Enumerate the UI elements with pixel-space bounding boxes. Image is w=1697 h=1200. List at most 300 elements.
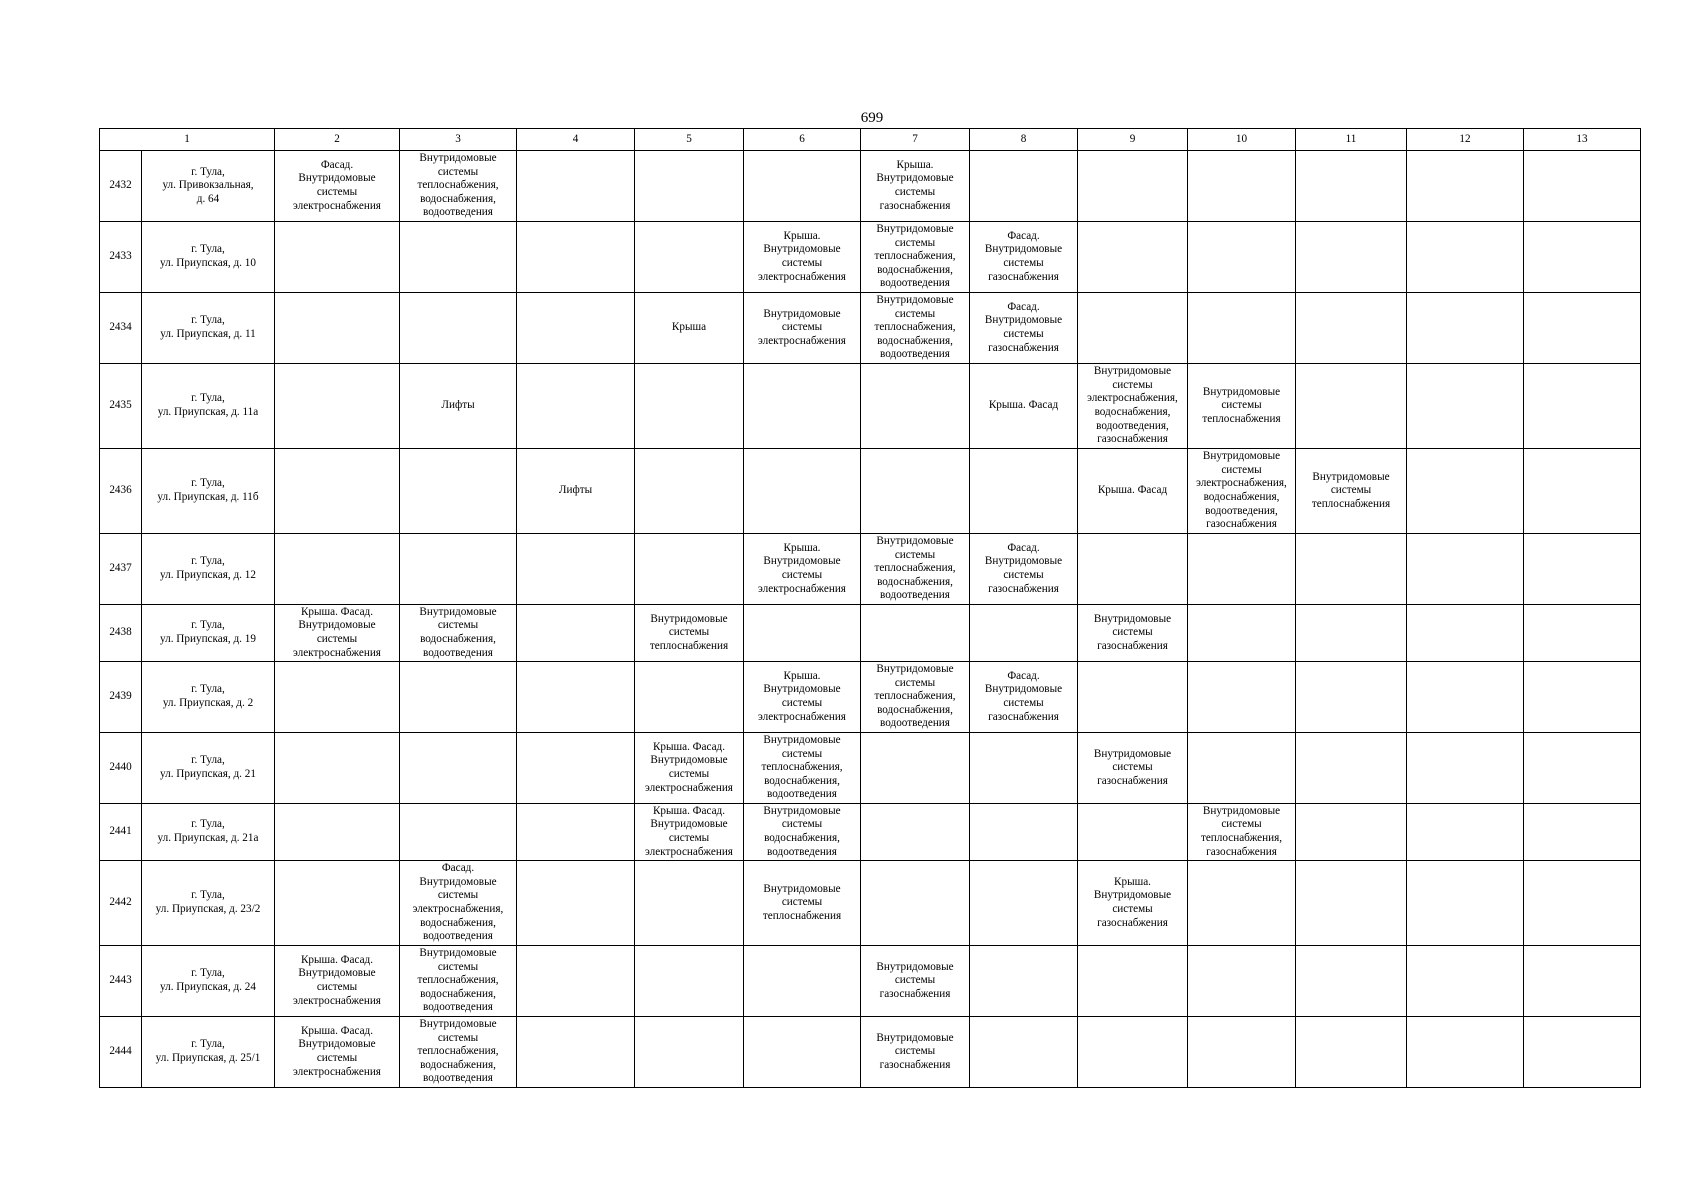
work-text-line: теплоснабжения, [417,1045,499,1058]
work-text-line: системы [894,307,936,320]
header-col-10: 10 [1188,129,1296,151]
work-text-line: Внутридомовые [1202,804,1281,817]
work-cell-col-7 [861,534,970,605]
work-text-line: Лифты [441,399,475,412]
work-text-line: системы [781,896,823,909]
address-line: ул. Приупская, д. 19 [160,633,256,645]
address-cell [142,293,275,364]
work-cell-col-11 [1296,804,1407,861]
address-cell [142,222,275,293]
header-col-13: 13 [1524,129,1641,151]
address-cell [142,733,275,804]
work-cell-col-10 [1188,605,1296,662]
work-cell-col-5 [635,151,744,222]
work-cell-col-12 [1407,222,1524,293]
address-line: ул. Приупская, д. 24 [160,981,256,993]
work-cell-col-10 [1188,861,1296,946]
work-text-line: водоснабжения, [420,633,496,645]
row-number: 2434 [100,293,142,364]
work-text-line: газоснабжения [988,582,1059,595]
work-text-line: электроснабжения, [412,903,504,915]
address-line: ул. Приупская, д. 10 [160,257,256,269]
work-cell-col-5 [635,534,744,605]
work-text-line: системы [894,186,936,198]
address-line: ул. Приупская, д. 23/2 [155,903,261,915]
work-cell-col-9 [1078,364,1188,449]
work-text-line: Внутридомовые [298,619,376,632]
work-cell-col-7 [861,293,970,364]
work-cell-col-2 [275,222,400,293]
work-cell-col-10 [1188,804,1296,861]
row-number: 2439 [100,662,142,733]
work-text-line: Внутридомовые [1312,470,1390,483]
work-cell-col-6 [744,1017,861,1088]
header-row [100,129,1641,151]
work-cell-col-10 [1188,293,1296,364]
table-row [100,222,1641,293]
work-cell-col-10 [1188,733,1296,804]
work-text-line: Крыша. Фасад. [652,804,726,817]
work-text-line: системы [894,1045,936,1058]
work-text-line: Внутридомовые [650,818,728,831]
header-col-3: 3 [400,129,517,151]
address-line: г. Тула, [191,165,225,178]
work-cell-col-11 [1296,449,1407,534]
address-line: г. Тула, [191,243,225,256]
work-cell-col-3 [400,151,517,222]
work-text-line: теплоснабжения [1202,412,1281,425]
row-number: 2442 [100,861,142,946]
work-text-line: электроснабжения [758,270,846,283]
work-text-line: газоснабжения [1206,518,1277,531]
header-col-2: 2 [275,129,400,151]
work-text-line: Внутридомовые [298,172,376,185]
work-cell-col-7 [861,946,970,1017]
work-cell-col-7 [861,449,970,534]
work-cell-col-5 [635,662,744,733]
work-text-line: системы [437,619,479,632]
address-cell [142,662,275,733]
work-cell-col-6 [744,804,861,861]
work-cell-col-13 [1524,364,1641,449]
work-text-line: Внутридомовые [876,294,954,307]
row-number: 2443 [100,946,142,1017]
work-cell-col-13 [1524,449,1641,534]
address-line: ул. Приупская, д. 2 [162,697,254,709]
table-row [100,1017,1641,1088]
work-text-line: Внутридомовые [298,967,376,980]
work-text-line: электроснабжения, [1087,392,1178,405]
work-cell-col-11 [1296,222,1407,293]
work-text-line: электроснабжения [758,334,846,347]
work-cell-col-11 [1296,534,1407,605]
work-cell-col-3 [400,733,517,804]
work-text-line: системы [1112,626,1153,639]
work-text-line: системы [1112,378,1153,391]
work-text-line: газоснабжения [1097,774,1168,787]
work-text-line: теплоснабжения, [1200,832,1283,844]
work-cell-col-12 [1407,804,1524,861]
work-text-line: электроснабжения [645,781,733,794]
work-cell-col-11 [1296,733,1407,804]
work-text-line: Фасад. [1007,541,1040,554]
work-cell-col-5 [635,293,744,364]
work-text-line: Внутридомовые [876,1031,954,1044]
work-text-line: системы [668,768,710,780]
work-cell-col-8 [970,534,1078,605]
work-cell-col-6 [744,534,861,605]
work-text-line: электроснабжения [293,199,381,212]
work-cell-col-2 [275,804,400,861]
work-cell-col-3 [400,534,517,605]
work-text-line: системы [437,165,479,178]
work-text-line: Крыша. [783,669,821,682]
work-cell-col-9 [1078,534,1188,605]
work-cell-col-11 [1296,662,1407,733]
work-text-line: системы [437,1031,479,1044]
work-text-line: теплоснабжения, [417,179,499,192]
work-text-line: Внутридомовые [876,172,954,185]
address-line: г. Тула, [191,967,225,980]
work-cell-col-4 [517,1017,635,1088]
header-col-9: 9 [1078,129,1188,151]
work-text-line: водоснабжения, [420,916,496,929]
work-text-line: газоснабжения [879,987,951,1000]
work-text-line: водоснабжения, [420,192,496,205]
work-text-line: системы [1221,818,1262,831]
work-text-line: водоснабжения, [1094,406,1171,418]
work-cell-col-6 [744,293,861,364]
work-text-line: Внутридомовые [650,754,728,767]
work-text-line: газоснабжения [988,270,1059,283]
work-cell-col-6 [744,364,861,449]
work-cell-col-12 [1407,861,1524,946]
work-text-line: Внутридомовые [984,243,1063,256]
work-text-line: Внутридомовые [763,683,841,696]
work-text-line: системы [316,186,358,198]
work-text-line: Крыша [671,321,707,334]
work-text-line: Внутридомовые [984,314,1063,327]
work-text-line: электроснабжения [645,845,733,858]
work-text-line: газоснабжения [1097,916,1168,929]
work-text-line: Крыша. [783,541,821,554]
work-text-line: системы [1112,903,1153,915]
work-cell-col-4 [517,804,635,861]
header-col-4: 4 [517,129,635,151]
work-text-line: системы [1221,399,1262,412]
work-text-line: водоотведения [423,206,493,219]
work-cell-col-9 [1078,804,1188,861]
work-cell-col-12 [1407,733,1524,804]
work-text-line: теплоснабжения, [874,562,956,575]
work-cell-col-8 [970,662,1078,733]
address-line: г. Тула, [191,818,225,831]
work-text-line: водоотведения [423,930,493,943]
work-text-line: газоснабжения [879,199,951,212]
work-text-line: Внутридомовые [763,243,841,256]
work-text-line: Внутридомовые [876,535,954,548]
work-text-line: газоснабжения [988,710,1059,723]
table-row [100,534,1641,605]
address-line: ул. Приупская, д. 11б [157,491,259,503]
work-cell-col-4 [517,946,635,1017]
work-cell-col-3 [400,222,517,293]
work-cell-col-2 [275,605,400,662]
work-cell-col-6 [744,222,861,293]
work-cell-col-11 [1296,861,1407,946]
work-cell-col-11 [1296,151,1407,222]
work-cell-col-9 [1078,1017,1188,1088]
work-cell-col-5 [635,1017,744,1088]
header-col-1: 1 [100,129,275,151]
work-text-line: системы [437,889,479,902]
work-text-line: Крыша. [783,229,821,242]
address-line: ул. Приупская, д. 11 [160,328,256,340]
work-cell-col-7 [861,222,970,293]
work-text-line: Фасад. [1007,669,1040,682]
work-text-line: системы [781,747,823,760]
table-row [100,364,1641,449]
work-text-line: водоотведения [423,646,493,659]
work-cell-col-4 [517,534,635,605]
work-text-line: газоснабжения [1097,639,1168,652]
work-cell-col-13 [1524,222,1641,293]
work-text-line: водоотведения [767,845,837,858]
work-text-line: теплоснабжения [1311,497,1391,510]
address-line: г. Тула, [191,1038,225,1051]
address-cell [142,605,275,662]
work-cell-col-11 [1296,293,1407,364]
work-text-line: Внутридомовые [984,683,1063,696]
row-number: 2437 [100,534,142,605]
work-text-line: системы [1003,569,1044,581]
work-cell-col-10 [1188,222,1296,293]
work-cell-col-10 [1188,151,1296,222]
work-cell-col-8 [970,449,1078,534]
work-text-line: Внутридомовые [763,555,841,568]
work-cell-col-7 [861,733,970,804]
work-text-line: системы [894,676,936,689]
work-cell-col-13 [1524,804,1641,861]
work-text-line: водоснабжения, [420,1058,496,1071]
work-cell-col-13 [1524,605,1641,662]
work-text-line: Фасад. [1007,229,1040,242]
address-line: д. 64 [196,192,220,205]
work-cell-col-8 [970,804,1078,861]
work-text-line: Крыша. Фасад. [300,1024,374,1037]
work-text-line: водоотведения [880,348,950,361]
work-text-line: системы [781,257,823,269]
work-cell-col-9 [1078,293,1188,364]
work-cell-col-2 [275,1017,400,1088]
work-text-line: водоотведения, [1096,419,1169,432]
work-text-line: электроснабжения [758,582,846,595]
address-cell [142,861,275,946]
work-text-line: Внутридомовые [876,663,954,676]
work-text-line: водоснабжения, [877,703,953,716]
work-cell-col-10 [1188,1017,1296,1088]
table-row [100,605,1641,662]
work-text-line: Крыша. Фасад [988,399,1059,412]
work-cell-col-7 [861,151,970,222]
work-text-line: водоотведения [423,1072,493,1085]
work-cell-col-7 [861,1017,970,1088]
work-cell-col-7 [861,605,970,662]
work-cell-col-11 [1296,1017,1407,1088]
work-cell-col-12 [1407,946,1524,1017]
work-cell-col-12 [1407,449,1524,534]
work-text-line: газоснабжения [1206,845,1277,858]
header-col-8: 8 [970,129,1078,151]
work-text-line: Внутридомовые [763,734,841,747]
address-cell [142,449,275,534]
work-text-line: Внутридомовые [419,152,497,165]
work-text-line: теплоснабжения, [761,761,843,774]
table-row [100,293,1641,364]
work-cell-col-13 [1524,293,1641,364]
work-text-line: газоснабжения [879,1058,951,1071]
work-text-line: теплоснабжения, [874,321,956,334]
work-cell-col-6 [744,449,861,534]
work-text-line: системы [781,818,823,831]
work-cell-col-3 [400,449,517,534]
work-cell-col-12 [1407,151,1524,222]
work-text-line: системы [894,548,936,561]
address-line: г. Тула, [191,477,225,490]
work-cell-col-3 [400,293,517,364]
work-cell-col-9 [1078,605,1188,662]
work-cell-col-12 [1407,293,1524,364]
work-cell-col-7 [861,364,970,449]
work-text-line: системы [894,974,936,987]
work-text-line: Лифты [558,484,593,497]
work-text-line: системы [316,1052,358,1064]
work-cell-col-9 [1078,946,1188,1017]
work-cell-col-13 [1524,733,1641,804]
work-cell-col-11 [1296,364,1407,449]
table-row [100,449,1641,534]
work-text-line: системы [1003,697,1044,709]
work-cell-col-3 [400,662,517,733]
address-cell [142,151,275,222]
row-number: 2444 [100,1017,142,1088]
work-cell-col-2 [275,364,400,449]
work-text-line: водоотведения [880,589,950,602]
work-cell-col-8 [970,861,1078,946]
work-text-line: теплоснабжения, [874,690,956,703]
work-text-line: Крыша. Фасад. [652,740,726,753]
work-text-line: газоснабжения [1097,433,1168,446]
work-text-line: водоотведения, [1205,504,1278,517]
row-number: 2435 [100,364,142,449]
work-text-line: системы [1221,463,1262,476]
work-cell-col-5 [635,364,744,449]
work-text-line: Крыша. [1114,875,1151,888]
work-cell-col-13 [1524,946,1641,1017]
work-cell-col-13 [1524,662,1641,733]
work-cell-col-8 [970,364,1078,449]
work-cell-col-11 [1296,946,1407,1017]
work-text-line: Крыша. Фасад. [300,953,374,966]
work-text-line: системы [1112,761,1153,774]
address-line: ул. Приупская, д. 21а [157,832,259,844]
work-text-line: системы [668,626,710,639]
work-text-line: Внутридомовые [1093,889,1172,902]
table-row [100,804,1641,861]
work-text-line: Внутридомовые [1093,612,1172,625]
work-cell-col-12 [1407,364,1524,449]
work-cell-col-5 [635,222,744,293]
work-text-line: системы [437,960,479,973]
work-text-line: системы [1003,328,1044,340]
work-text-line: Внутридомовые [1202,450,1281,463]
work-cell-col-6 [744,605,861,662]
work-cell-col-4 [517,861,635,946]
work-cell-col-8 [970,733,1078,804]
table-row [100,151,1641,222]
work-cell-col-2 [275,733,400,804]
work-text-line: системы [1003,257,1044,269]
work-text-line: электроснабжения [293,1065,381,1078]
work-text-line: Внутридомовые [419,1018,497,1031]
work-text-line: водоснабжения, [877,334,953,347]
work-cell-col-8 [970,293,1078,364]
work-text-line: Внутридомовые [419,875,497,888]
work-cell-col-3 [400,364,517,449]
work-text-line: водоснабжения, [877,575,953,588]
work-text-line: теплоснабжения, [417,974,499,987]
work-text-line: системы [781,569,823,581]
address-cell [142,364,275,449]
work-cell-col-12 [1407,1017,1524,1088]
work-cell-col-13 [1524,861,1641,946]
work-cell-col-4 [517,449,635,534]
work-cell-col-5 [635,804,744,861]
work-cell-col-13 [1524,534,1641,605]
work-cell-col-10 [1188,449,1296,534]
work-cell-col-10 [1188,364,1296,449]
work-text-line: Внутридомовые [876,960,954,973]
address-line: г. Тула, [191,392,225,405]
work-cell-col-7 [861,662,970,733]
address-cell [142,804,275,861]
work-text-line: Крыша. [896,158,934,171]
work-cell-col-6 [744,946,861,1017]
work-text-line: электроснабжения [293,994,381,1007]
work-cell-col-12 [1407,605,1524,662]
work-text-line: электроснабжения [758,710,846,723]
work-cell-col-2 [275,151,400,222]
row-number: 2436 [100,449,142,534]
work-text-line: Фасад. [1007,300,1040,313]
work-cell-col-4 [517,293,635,364]
address-line: ул. Приупская, д. 11а [157,406,259,418]
work-text-line: водоснабжения, [764,774,840,787]
work-text-line: водоотведения [880,277,950,290]
address-cell [142,946,275,1017]
header-col-6: 6 [744,129,861,151]
work-cell-col-7 [861,861,970,946]
row-number: 2441 [100,804,142,861]
work-cell-col-5 [635,449,744,534]
work-cell-col-8 [970,946,1078,1017]
work-cell-col-5 [635,861,744,946]
work-text-line: водоснабжения, [420,987,496,1000]
work-cell-col-5 [635,733,744,804]
work-cell-col-8 [970,222,1078,293]
header-col-12: 12 [1407,129,1524,151]
work-cell-col-13 [1524,1017,1641,1088]
